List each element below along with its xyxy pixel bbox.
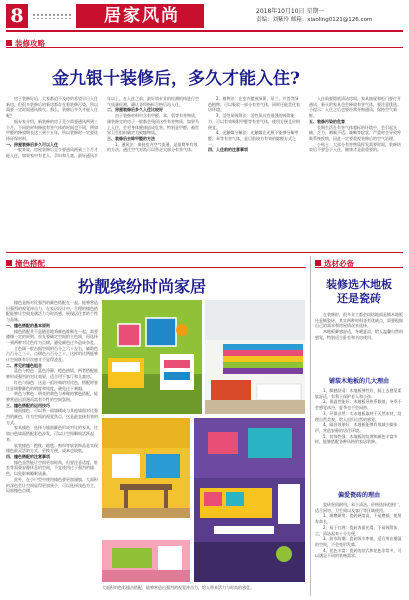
paragraph: 入住前要彻底清洁房间，家具抽屉和柜门要打开通风。新买的家具也会释放有害气体，要注意挑选。小提示：入住之后也要经常开窗通风，保持空气新鲜。 — [309, 96, 401, 119]
feature-section-label-text: 撞色搭配 — [15, 258, 45, 268]
top-headline: 金九银十装修后，多久才能入住? — [52, 69, 300, 89]
feature-section-label — [6, 258, 306, 268]
paragraph: 长期生活在有害气体超标的环境中，会引起头痛、乏力、咽喉不适、咳嗽等症状，严重时会导致呼吸系统疾病，因此一定要重视装修后的空气治理。 — [309, 124, 401, 141]
paragraph: 2、保温性能好：木地板导热系数低，冬季不会感觉冰冷，夏季也不会闷热。 — [315, 399, 402, 411]
paragraph: 主色调一般占据空间的百分之六十左右，辅助色占百分之三十，点缀色占百分之十。这样的比例能够让空间既有层次感又不显得凌乱。 — [6, 345, 98, 363]
feature-caption: 大面积的色彩撞击搭配，能够营造出强烈的视觉冲击力，给人带来活力与时尚的感受。 — [102, 585, 254, 590]
sidebar-tile-reasons — [315, 502, 403, 596]
paragraph: 蓝色与橙色：蓝色冷静，橙色热情，两者搭配能够形成强烈的对比效果，适合用于客厅和儿童房。 — [6, 368, 98, 380]
paragraph: 据专家介绍，新装修的房子至少需要通风两到三个月。不同的材料释放有害气体的时间也不同，例如甲醛的释放期长达三到十五年，所以装修时一定要选择环保材料。 — [6, 118, 98, 141]
paragraph: 3、活性炭吸附法：活性炭具有很强的吸附能力，可以有效吸附甲醛等有害气体，使用方便且价格便宜。 — [208, 113, 300, 130]
paragraph: 3、防水防潮：瓷砖吸水率低，适合用在潮湿的空间，不会变形发霉。 — [315, 536, 402, 547]
purple-living-room-illustration — [194, 418, 305, 582]
photo-green-room — [102, 300, 202, 414]
feature-headline: 扮靓缤纷时尚家居 — [78, 277, 207, 296]
subheading: 二、常见的撞色组合 — [6, 362, 42, 368]
photo-purple-living-room — [194, 418, 305, 582]
sidebar-section-label — [315, 258, 403, 268]
top-article-body — [6, 96, 402, 246]
paragraph: 由于装修材料中含有甲醛、苯、氨等有害物质，刚装修完的房子一般都会残留这些有害物质，如果马上入住，会对身体健康造成危害。特别是甲醛，被世界卫生组织确定为致癌物质。 — [107, 113, 199, 136]
sidebar-wood-reasons — [315, 388, 403, 484]
section-square-icon — [315, 260, 321, 266]
paragraph: 黄色与紫色：明亮的黄色与神秘的紫色搭配，能够营造出浪漫而富有个性的空间氛围。 — [6, 391, 98, 402]
paragraph: 1、通风法：保持室内空气流通，是最简单有效的方法，通过空气对流可以带走大部分有害气体。 — [107, 141, 198, 153]
paragraph: 4、花色丰富：瓷砖的款式和花色非常多，可以满足不同的装修需求。 — [315, 547, 402, 559]
paragraph: 此外，在小户型中使用撞色要更加谨慎，大面积的深色会让空间显得更加狭小，可以选择浅色为主，局部撞色点缀。 — [6, 476, 98, 494]
paragraph: 红色与绿色：这是一组经典的对比色，搭配时要注意调整颜色的明度和纯度，避免过于刺眼。 — [6, 379, 98, 391]
paragraph: 4、光触媒分解法：光触媒在光照下能够分解甲醛、苯等有害气体，是目前较为有效的除醛方式之一。 — [208, 130, 299, 147]
paragraph: 在装修时，很多业主都会纠结地面是铺木地板还是铺瓷砖。其实两种材料各有优缺点，需要根据自己的需求和房屋情况来选择。 — [315, 312, 403, 329]
paragraph: 1、耐磨耐用：瓷砖硬度高，不易磨损，使用寿命长。 — [315, 513, 402, 525]
section-divider — [6, 252, 403, 253]
dot-pattern — [32, 13, 72, 19]
paragraph: 2、植物法：在室内摆放绿萝、吊兰、芦荟等绿色植物，可以吸收一部分有害气体，同时还能美化家居环境。 — [208, 96, 300, 113]
paragraph: 撞色是指对比强烈的颜色搭配在一起，能够营造出强烈的视觉冲击力。在家居设计中，合理的撞色搭配能够让空间充满活力与时尚感，展现居住者的个性与品味。 — [6, 300, 98, 323]
page-number: 8 — [6, 4, 28, 28]
sidebar-subhead-tile: 偏爱瓷砖的理由 — [337, 492, 380, 499]
column-divider — [310, 256, 311, 596]
paragraph: 5、装饰性强：木地板的纹理和颜色丰富多样，能够搭配各种风格的家居装修。 — [315, 433, 398, 445]
green-room-illustration — [102, 300, 202, 414]
pink-room-illustration — [102, 520, 190, 582]
page-header — [6, 4, 403, 32]
feature-article-body — [6, 300, 98, 596]
paragraph: 木地板脚感舒适，冬暖夏凉，给人温馨自然的感觉，特别适合卧室和书房使用。 — [315, 329, 403, 340]
photo-pink-room — [102, 520, 190, 582]
subheading: 一、撞色搭配的基本原则 — [6, 322, 50, 328]
stripe-wall-illustration — [205, 300, 305, 414]
sidebar-headline-line2: 还是瓷砖 — [337, 292, 381, 305]
photo-yellow-dining — [102, 418, 190, 518]
photo-stripe-wall — [205, 300, 305, 414]
sidebar-section-rule — [315, 267, 403, 268]
paragraph: 墙面撞色：可以将一面墙刷成与其他墙面对比强烈的颜色，作为空间的视觉焦点，这是最直接有效的方式。 — [6, 408, 98, 425]
subheading: 二、房屋装修后多久入住比较好 — [107, 107, 163, 113]
paragraph: 撞色搭配并不是随意地将颜色堆砌在一起，需要遵循一定的原则。首先要确定空间的主色调，再选择一到两种对比色作为点缀，避免颜色过多造成杂乱。 — [6, 328, 98, 345]
top-section-label — [6, 38, 403, 48]
paragraph: 软装撞色：抱枕、地毯、窗帘等软装饰品是实现撞色最灵活的方式，更换方便，成本也较低。 — [6, 442, 98, 454]
date-line: 2018年10月10日 星期一 — [256, 8, 325, 15]
paragraph: 家具撞色：选择与墙面颜色形成对比的家具，比如白色墙面搭配彩色沙发，可以让空间瞬间活跃起来。 — [6, 425, 98, 442]
editor-line: 责编：刘紫玲 邮箱：xiaoling0121@126.com — [256, 17, 373, 23]
yellow-dining-illustration — [102, 418, 190, 518]
subheading: 四、撞色搭配的注意事项 — [6, 453, 50, 459]
top-section-rule — [6, 47, 403, 48]
subheading: 四、入住前的注意事项 — [208, 147, 248, 153]
subheading: 三、装修后去除甲醛的方法 — [107, 135, 155, 141]
section-title: 居家风尚 — [104, 6, 180, 26]
sidebar-headline-line1: 装修选木地板 — [326, 278, 392, 291]
paragraph: 瓷砖坚固耐用，易于清洁，价格选择范围广，适合厨房、卫生间以及客厅等区域使用。 — [315, 502, 403, 513]
subheading: 三、撞色搭配的运用技巧 — [6, 402, 50, 408]
feature-section-rule — [6, 267, 306, 268]
sidebar-section-label-text: 选材必备 — [324, 258, 354, 268]
sidebar-subhead-wood: 铺装木地板的几大理由 — [328, 378, 389, 385]
header-rule — [6, 30, 403, 32]
paragraph: 小贴士：大部分有害物质挥发需要时间，装修结束后不要急于入住，健康才是最重要的。 — [309, 141, 401, 153]
section-square-icon — [6, 260, 12, 266]
sidebar-headline — [315, 278, 403, 306]
paragraph: 1、脚感舒适：木地板弹性好，踩上去感觉柔软舒适，有利于保护老人和小孩。 — [315, 388, 402, 399]
paragraph: 一般来说，房屋装修后至少要通风两到三个月才能入住。如果家中有老人、孕妇和儿童，最好通风半年以上。在入住之前，最好请专业的检测机构进行空气质量检测，确认各项指标合格后再入住。 — [6, 96, 199, 159]
paragraph: 2、易于打理：瓷砖表面光滑，不易吸附灰尘，清洁起来十分方便。 — [315, 524, 398, 536]
paragraph: 3、环保自然：实木地板取材于天然木材，纹理自然美观，给人回归自然的感觉。 — [315, 410, 402, 422]
paragraph: 撞色虽然能让空间更加时尚，但要注意适度。卧室等需要安静休息的空间，不宜使用过于强烈的撞色，以免影响睡眠质量。 — [6, 459, 98, 477]
sidebar-intro — [315, 312, 403, 372]
paragraph: 房子装修好后，大家都迫不及待的希望早日入住新房。但很多装修后的新房都存在着装修污染，所以需要一定时间通风换气。那么，装修后多久才能入住呢？ — [6, 96, 98, 119]
subheading: 一、房屋装修后多久可以入住 — [6, 141, 58, 147]
section-square-icon — [6, 40, 12, 46]
top-section-label-text: 装修攻略 — [15, 38, 45, 48]
paragraph: 4、隔音效果好：木地板能够有效减少脚步声，营造安静的居住环境。 — [315, 422, 398, 433]
subheading: 五、装修污染的危害 — [309, 118, 345, 124]
